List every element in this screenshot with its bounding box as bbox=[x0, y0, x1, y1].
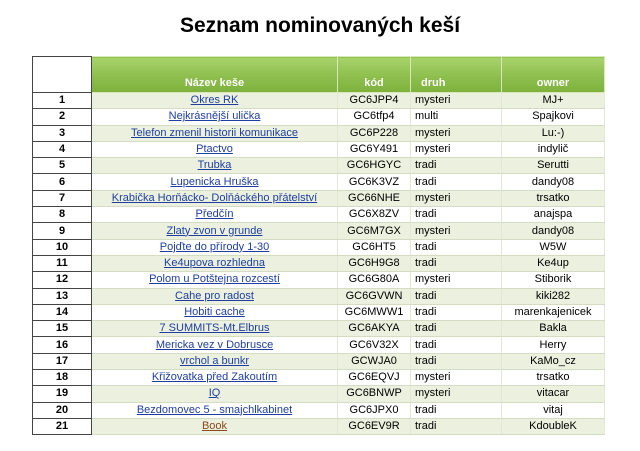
cache-owner: Bakla bbox=[502, 321, 605, 337]
cache-name-link[interactable]: Telefon zmenil historii komunikace bbox=[131, 126, 298, 139]
cache-owner: vitaj bbox=[502, 402, 605, 418]
cache-name-cell bbox=[92, 272, 338, 288]
cache-name-link[interactable]: Krabička Horňácko- Dolňáckého přátelství bbox=[111, 191, 318, 204]
cache-name-cell bbox=[92, 207, 338, 223]
cache-owner: Lu:-) bbox=[502, 125, 605, 141]
cache-code: GC66NHE bbox=[338, 190, 411, 206]
table-row bbox=[33, 418, 605, 434]
cache-code: GC6G80A bbox=[338, 272, 411, 288]
cache-owner: KaMo_cz bbox=[502, 353, 605, 369]
cache-owner: W5W bbox=[502, 239, 605, 255]
cache-name-cell bbox=[92, 255, 338, 271]
row-number: 11 bbox=[33, 255, 92, 271]
cache-type: mysteri bbox=[411, 386, 502, 402]
cache-code: GC6HGYC bbox=[338, 158, 411, 174]
cache-name-cell bbox=[92, 370, 338, 386]
cache-type: mysteri bbox=[411, 141, 502, 157]
cache-owner: Ke4up bbox=[502, 255, 605, 271]
cache-owner: anajspa bbox=[502, 207, 605, 223]
row-number: 21 bbox=[33, 418, 92, 434]
cache-owner: indylič bbox=[502, 141, 605, 157]
cache-name-cell bbox=[92, 190, 338, 206]
cache-name-link[interactable]: vrchol a bunkr bbox=[179, 354, 250, 367]
table-row bbox=[33, 190, 605, 206]
cache-owner: vitacar bbox=[502, 386, 605, 402]
table-row bbox=[33, 158, 605, 174]
cache-type: tradi bbox=[411, 304, 502, 320]
column-header-number bbox=[33, 57, 92, 93]
cache-name-link[interactable]: Polom u Potštejna rozcestí bbox=[149, 273, 280, 286]
cache-code: GC6tfp4 bbox=[338, 109, 411, 125]
cache-name-cell bbox=[92, 174, 338, 190]
cache-name-link[interactable]: Křižovatka před Zakoutím bbox=[151, 371, 278, 384]
table-row bbox=[33, 272, 605, 288]
cache-name-cell bbox=[92, 337, 338, 353]
cache-name-cell bbox=[92, 418, 338, 434]
cache-code: GC6P228 bbox=[338, 125, 411, 141]
cache-name-cell bbox=[92, 304, 338, 320]
cache-code: GC6AKYA bbox=[338, 321, 411, 337]
cache-code: GC6EQVJ bbox=[338, 370, 411, 386]
cache-type: tradi bbox=[411, 174, 502, 190]
cache-type: mysteri bbox=[411, 370, 502, 386]
table-row bbox=[33, 223, 605, 239]
cache-name-cell bbox=[92, 288, 338, 304]
cache-name-cell bbox=[92, 158, 338, 174]
row-number: 10 bbox=[33, 239, 92, 255]
cache-owner: kiki282 bbox=[502, 288, 605, 304]
cache-code: GC6EV9R bbox=[338, 418, 411, 434]
cache-name-link[interactable]: Trubka bbox=[197, 159, 232, 172]
cache-name-link[interactable]: Nejkrásnější ulička bbox=[168, 110, 261, 123]
cache-owner: trsatko bbox=[502, 190, 605, 206]
table-row bbox=[33, 125, 605, 141]
row-number: 7 bbox=[33, 190, 92, 206]
cache-owner: MJ+ bbox=[502, 93, 605, 109]
row-number: 3 bbox=[33, 125, 92, 141]
cache-code: GC6Y491 bbox=[338, 141, 411, 157]
cache-code: GC6K3VZ bbox=[338, 174, 411, 190]
table-row bbox=[33, 93, 605, 109]
table-row bbox=[33, 402, 605, 418]
cache-name-link[interactable]: Předčín bbox=[195, 208, 234, 221]
cache-code: GC6BNWP bbox=[338, 386, 411, 402]
cache-owner: Spajkovi bbox=[502, 109, 605, 125]
table-row bbox=[33, 255, 605, 271]
cache-code: GCWJA0 bbox=[338, 353, 411, 369]
row-number: 8 bbox=[33, 207, 92, 223]
row-number: 1 bbox=[33, 93, 92, 109]
cache-name-cell bbox=[92, 93, 338, 109]
cache-name-link[interactable]: Ptactvo bbox=[196, 143, 233, 156]
table-row bbox=[33, 109, 605, 125]
cache-name-link[interactable]: Zlaty zvon v grunde bbox=[166, 224, 263, 237]
row-number: 5 bbox=[33, 158, 92, 174]
row-number: 15 bbox=[33, 321, 92, 337]
cache-name-link[interactable]: Book bbox=[201, 420, 228, 433]
cache-owner: KdoubleK bbox=[502, 418, 605, 434]
cache-name-cell bbox=[92, 386, 338, 402]
cache-type: mysteri bbox=[411, 272, 502, 288]
cache-name-cell bbox=[92, 223, 338, 239]
row-number: 13 bbox=[33, 288, 92, 304]
cache-name-link[interactable]: Okres RK bbox=[190, 94, 239, 107]
row-number: 19 bbox=[33, 386, 92, 402]
cache-type: mysteri bbox=[411, 93, 502, 109]
cache-name-link[interactable]: IQ bbox=[208, 387, 221, 400]
cache-type: tradi bbox=[411, 288, 502, 304]
cache-type: tradi bbox=[411, 402, 502, 418]
cache-code: GC6MWW1 bbox=[338, 304, 411, 320]
cache-code: GC6M7GX bbox=[338, 223, 411, 239]
table-row bbox=[33, 304, 605, 320]
row-number: 9 bbox=[33, 223, 92, 239]
column-header-type: druh bbox=[411, 57, 502, 93]
row-number: 2 bbox=[33, 109, 92, 125]
cache-name-cell bbox=[92, 321, 338, 337]
cache-name-cell bbox=[92, 402, 338, 418]
cache-type: mysteri bbox=[411, 223, 502, 239]
cache-code: GC6HT5 bbox=[338, 239, 411, 255]
cache-code: GC6JPP4 bbox=[338, 93, 411, 109]
cache-type: tradi bbox=[411, 353, 502, 369]
column-header-owner: owner bbox=[502, 57, 605, 93]
table-body bbox=[33, 93, 605, 435]
cache-name-link[interactable]: Bezdomovec 5 - smajchlkabinet bbox=[136, 403, 293, 416]
page-title: Seznam nominovaných keší bbox=[179, 14, 461, 37]
cache-type: tradi bbox=[411, 207, 502, 223]
cache-name-link[interactable]: Pojďte do přírody 1-30 bbox=[159, 240, 270, 253]
cache-name-cell bbox=[92, 239, 338, 255]
cache-type: tradi bbox=[411, 321, 502, 337]
table-row bbox=[33, 321, 605, 337]
table-row bbox=[33, 174, 605, 190]
cache-type: tradi bbox=[411, 418, 502, 434]
row-number: 4 bbox=[33, 141, 92, 157]
row-number: 12 bbox=[33, 272, 92, 288]
column-header-code: kód bbox=[338, 57, 411, 93]
cache-owner: Serutti bbox=[502, 158, 605, 174]
cache-name-cell bbox=[92, 125, 338, 141]
cache-code: GC6GVWN bbox=[338, 288, 411, 304]
cache-code: GC6V32X bbox=[338, 337, 411, 353]
cache-code: GC6JPX0 bbox=[338, 402, 411, 418]
table-row bbox=[33, 207, 605, 223]
cache-code: GC6H9G8 bbox=[338, 255, 411, 271]
cache-name-link[interactable]: Ke4upova rozhledna bbox=[164, 257, 265, 270]
row-number: 16 bbox=[33, 337, 92, 353]
cache-type: tradi bbox=[411, 158, 502, 174]
table-header-row bbox=[33, 57, 605, 93]
cache-owner: Herry bbox=[502, 337, 605, 353]
table-row bbox=[33, 353, 605, 369]
cache-owner: Stiborik bbox=[502, 272, 605, 288]
cache-name-link[interactable]: Lupenicka Hruška bbox=[170, 175, 259, 188]
cache-name-link[interactable]: Mericka vez v Dobrusce bbox=[155, 338, 274, 351]
row-number: 6 bbox=[33, 174, 92, 190]
table-row bbox=[33, 141, 605, 157]
cache-name-link[interactable]: 7 SUMMITS-Mt.Elbrus bbox=[159, 322, 270, 335]
cache-code: GC6X8ZV bbox=[338, 207, 411, 223]
cache-owner: dandy08 bbox=[502, 174, 605, 190]
cache-type: mysteri bbox=[411, 190, 502, 206]
cache-name-cell bbox=[92, 353, 338, 369]
table-row bbox=[33, 239, 605, 255]
column-header-name: Název keše bbox=[92, 57, 338, 93]
cache-type: tradi bbox=[411, 255, 502, 271]
row-number: 14 bbox=[33, 304, 92, 320]
cache-type: tradi bbox=[411, 239, 502, 255]
cache-name-cell bbox=[92, 109, 338, 125]
cache-owner: marenkajenicek bbox=[502, 304, 605, 320]
cache-owner: dandy08 bbox=[502, 223, 605, 239]
cache-type: tradi bbox=[411, 337, 502, 353]
nominated-caches-table bbox=[32, 56, 605, 435]
table-row bbox=[33, 337, 605, 353]
table-row bbox=[33, 288, 605, 304]
cache-owner: trsatko bbox=[502, 370, 605, 386]
table-row bbox=[33, 370, 605, 386]
table-row bbox=[33, 386, 605, 402]
cache-type: mysteri bbox=[411, 125, 502, 141]
cache-type: multi bbox=[411, 109, 502, 125]
row-number: 20 bbox=[33, 402, 92, 418]
cache-name-link[interactable]: Cahe pro radost bbox=[175, 289, 254, 302]
row-number: 18 bbox=[33, 370, 92, 386]
cache-name-cell bbox=[92, 141, 338, 157]
cache-name-link[interactable]: Hobiti cache bbox=[184, 306, 245, 318]
row-number: 17 bbox=[33, 353, 92, 369]
